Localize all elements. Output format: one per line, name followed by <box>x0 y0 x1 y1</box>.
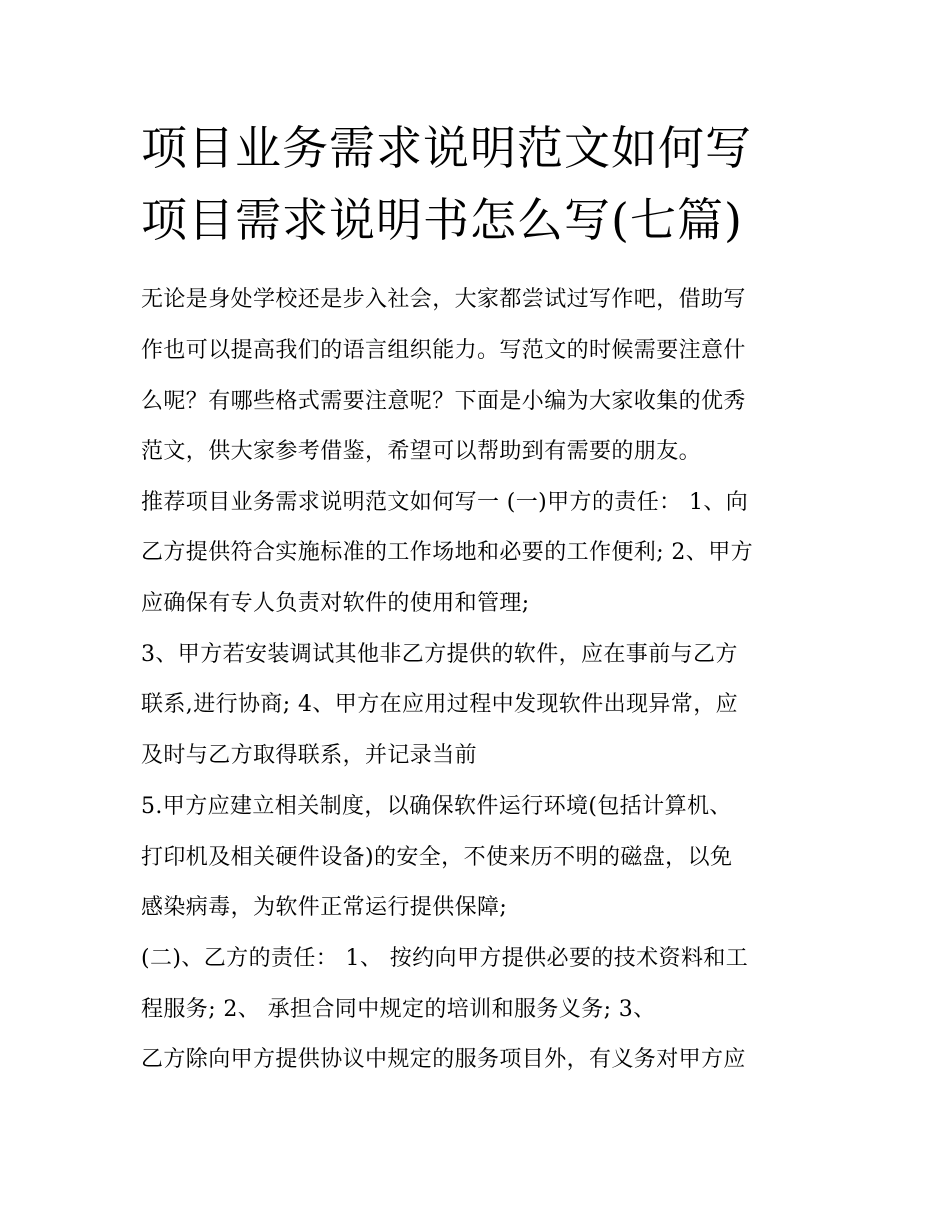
body-line-1: 无论是身处学校还是步入社会，大家都尝试过写作吧，借助写 <box>141 287 746 312</box>
body-line-10: 及时与乙方取得联系，并记录当前 <box>141 743 478 768</box>
body-line-15: 程服务; 2、 承担合同中规定的培训和服务义务; 3、 <box>141 997 656 1022</box>
body-line-9: 联系,进行协商; 4、甲方在应用过程中发现软件出现异常，应 <box>141 692 738 717</box>
body-line-8: 3、甲方若安装调试其他非乙方提供的软件，应在事前与乙方 <box>141 642 738 667</box>
body-line-2: 作也可以提高我们的语言组织能力。写范文的时候需要注意什 <box>141 338 746 363</box>
body-line-12: 打印机及相关硬件设备)的安全，不使来历不明的磁盘，以免 <box>141 845 733 870</box>
body-line-14: (二)、乙方的责任： 1、 按约向甲方提供必要的技术资料和工 <box>141 946 749 971</box>
body-line-4: 范文，供大家参考借鉴，希望可以帮助到有需要的朋友。 <box>141 439 702 464</box>
body-line-7: 应确保有专人负责对软件的使用和管理; <box>141 591 530 616</box>
body-line-6: 乙方提供符合实施标准的工作场地和必要的工作便利; 2、甲方 <box>141 540 754 565</box>
title-line-2: 项目需求说明书怎么写(七篇) <box>141 193 743 247</box>
body-line-16: 乙方除向甲方提供协议中规定的服务项目外，有义务对甲方应 <box>141 1047 746 1072</box>
title-line-1: 项目业务需求说明范文如何写 <box>141 121 752 175</box>
body-line-3: 么呢？有哪些格式需要注意呢？下面是小编为大家收集的优秀 <box>141 389 746 414</box>
body-line-13: 感染病毒，为软件正常运行提供保障; <box>141 895 508 920</box>
document-title <box>141 112 861 256</box>
body-line-11: 5.甲方应建立相关制度，以确保软件运行环境(包括计算机、 <box>141 794 732 819</box>
body-line-5: 推荐项目业务需求说明范文如何写一 (一)甲方的责任： 1、向 <box>141 490 749 515</box>
